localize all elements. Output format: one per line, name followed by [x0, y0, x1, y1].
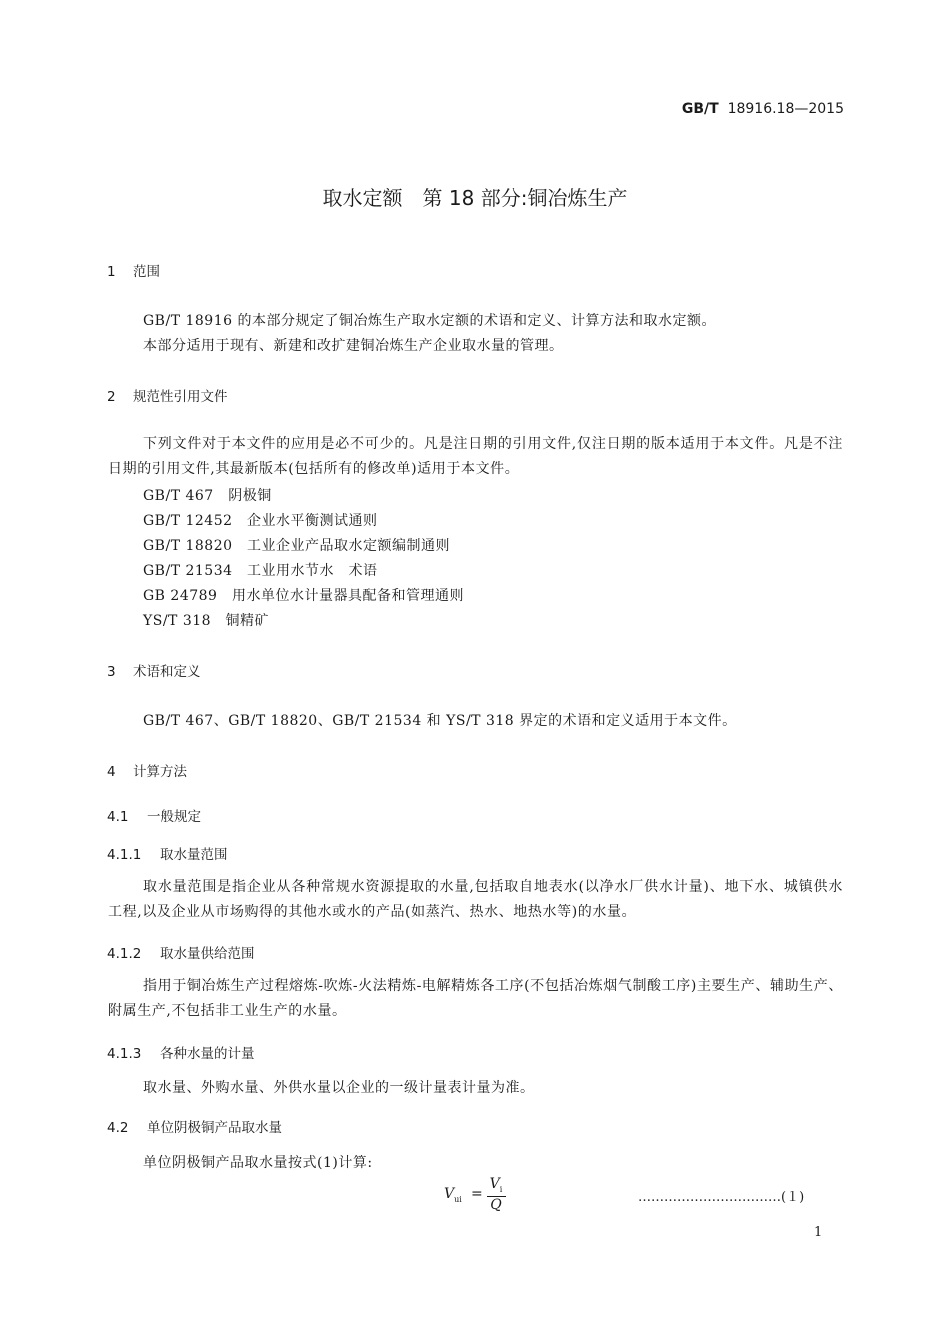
reference-item: GB/T 18820 工业企业产品取水定额编制通则 [143, 538, 451, 554]
formula-numerator-subscript: i [499, 1184, 503, 1194]
section-number: 2 [107, 389, 116, 405]
reference-item: GB/T 12452 企业水平衡测试通则 [143, 513, 378, 529]
formula-numerator: $V_i$ [489, 1176, 503, 1194]
section-number: 4.2 [107, 1120, 129, 1136]
section-title: 各种水量的计量 [160, 1046, 255, 1062]
section-title: 取水量范围 [160, 847, 228, 863]
section-4-heading [107, 760, 187, 780]
references-intro: 下列文件对于本文件的应用是必不可少的。凡是注日期的引用文件,仅注日期的版本适用于本文件。凡是不注日期的引用文件,其最新版本(包括所有的修改单)适用于本文件。 [108, 436, 843, 477]
metering-paragraph: 取水量、外购水量、外供水量以企业的一级计量表计量为准。 [143, 1080, 535, 1096]
scope-paragraph-2: 本部分适用于现有、新建和改扩建铜冶炼生产企业取水量的管理。 [143, 338, 564, 354]
supply-scope-paragraph: 指用于铜冶炼生产过程熔炼-吹炼-火法精炼-电解精炼各工序(不包括冶炼烟气制酸工序)主要生产、辅助生产、附属生产,不包括非工业生产的水量。 [108, 978, 843, 1019]
reference-item: GB/T 21534 工业用水节水 术语 [143, 563, 378, 579]
formula-denominator: Q [490, 1197, 502, 1213]
section-title: 范围 [133, 264, 160, 280]
page-number: 1 [814, 1225, 823, 1240]
section-number: 4.1 [107, 809, 129, 825]
reference-item: GB/T 467 阴极铜 [143, 488, 272, 504]
formula-lhs-subscript: ui [454, 1194, 462, 1204]
formula-lhs: $V_{ui}$ [444, 1186, 462, 1204]
standard-prefix: GB/T [681, 101, 719, 117]
formula-1 [444, 1176, 524, 1216]
section-2-heading [107, 385, 228, 405]
section-number: 1 [107, 264, 116, 280]
section-number: 4.1.1 [107, 847, 142, 863]
section-title: 单位阴极铜产品取水量 [147, 1120, 282, 1136]
section-number: 4.1.3 [107, 1046, 142, 1062]
scope-paragraph-1: GB/T 18916 的本部分规定了铜冶炼生产取水定额的术语和定义、计算方法和取水定额。 [143, 313, 716, 329]
reference-item: GB 24789 用水单位水计量器具配备和管理通则 [143, 588, 464, 604]
section-title: 术语和定义 [133, 664, 201, 680]
formula-intro: 单位阴极铜产品取水量按式(1)计算: [143, 1155, 373, 1171]
section-4-1-2-heading [107, 942, 255, 962]
section-title: 规范性引用文件 [133, 389, 228, 405]
formula-number: ……………………………(１) [638, 1190, 805, 1205]
section-title: 一般规定 [147, 809, 201, 825]
section-number: 4.1.2 [107, 946, 142, 962]
section-3-heading [107, 660, 201, 680]
section-title: 计算方法 [133, 764, 187, 780]
section-number: 4 [107, 764, 116, 780]
standard-number: 18916.18—2015 [727, 101, 844, 117]
section-number: 3 [107, 664, 116, 680]
formula-equals: = [471, 1186, 483, 1202]
standard-code [682, 101, 844, 117]
reference-item: YS/T 318 铜精矿 [143, 613, 270, 629]
section-4-1-3-heading [107, 1042, 255, 1062]
document-title: 取水定额 第 18 部分:铜冶炼生产 [322, 186, 628, 210]
terms-paragraph: GB/T 467、GB/T 18820、GB/T 21534 和 YS/T 318 界定的术语和定义适用于本文件。 [143, 713, 737, 729]
intake-scope-paragraph: 取水量范围是指企业从各种常规水资源提取的水量,包括取自地表水(以净水厂供水计量)、地下水、城镇供水工程,以及企业从市场购得的其他水或水的产品(如蒸汽、热水、地热水等)的水量。 [108, 879, 843, 920]
section-4-1-1-heading [107, 843, 228, 863]
section-4-2-heading [107, 1116, 282, 1136]
section-4-1-heading [107, 805, 201, 825]
section-1-heading [107, 260, 160, 280]
section-title: 取水量供给范围 [160, 946, 255, 962]
